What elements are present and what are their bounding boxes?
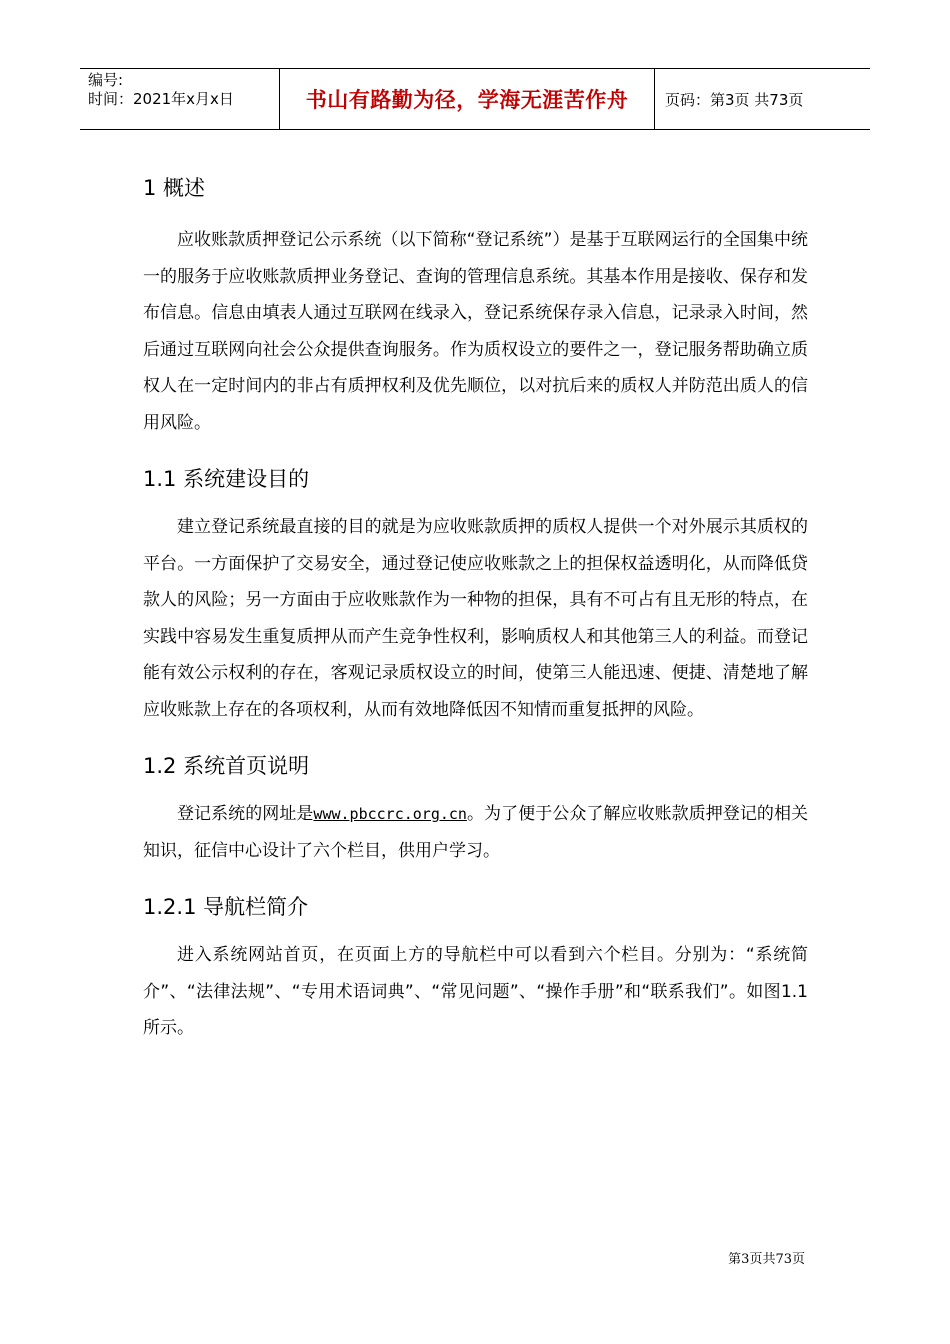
document-body — [143, 168, 808, 1047]
section-1-1-paragraph: 建立登记系统最直接的目的就是为应收账款质押的质权人提供一个对外展示其质权的平台。一方面保护了交易安全，通过登记使应收账款之上的担保权益透明化，从而降低贷款人的风险；另一方面由于应收账款作为一种物的担保，具有不可占有且无形的特点，在实践中容易发生重复质押从而产生竞争性权利，影响质权人和其他第三人的利益。而登记能有效公示权利的存在，客观记录质权设立的时间，使第三人能迅速、便捷、清楚地了解应收账款上存在的各项权利，从而有效地降低因不知情而重复抵押的风险。 — [143, 517, 808, 720]
number-label: 编号: — [88, 71, 124, 89]
section-1-2-1-paragraph: 进入系统网站首页，在页面上方的导航栏中可以看到六个栏目。分别为：“系统简介”、“法律法规”、“专用术语词典”、“常见问题”、“操作手册”和“联系我们”。如图1.1所示。 — [143, 945, 808, 1038]
section-1-2-paragraph — [143, 796, 808, 869]
website-link[interactable]: www.pbccrc.org.cn — [313, 805, 467, 823]
section-1-title: 1 概述 — [143, 176, 206, 200]
url-suffix-text: 。为了便于公众了解应收账款质押登记的相关知识，征信中心设计了六个栏目，供用户学习。 — [143, 804, 809, 861]
url-prefix-text: 登记系统的网址是 — [177, 804, 314, 824]
section-1-1-title: 1.1 系统建设目的 — [143, 467, 310, 491]
header-meta — [80, 69, 280, 129]
section-1-2-title: 1.2 系统首页说明 — [143, 754, 310, 778]
time-label: 时间：2021年x月x日 — [88, 90, 234, 108]
header-motto: 书山有路勤为径，学海无涯苦作舟 — [280, 69, 655, 129]
header-page-info: 页码：第3页 共73页 — [665, 90, 804, 109]
section-1-2-1-title: 1.2.1 导航栏简介 — [143, 895, 309, 919]
page-footer: 第3页共73页 — [728, 1252, 805, 1267]
section-1-paragraph: 应收账款质押登记公示系统（以下简称“登记系统”）是基于互联网运行的全国集中统一的服务于应收账款质押业务登记、查询的管理信息系统。其基本作用是接收、保存和发布信息。信息由填表人通过互联网在线录入，登记系统保存录入信息，记录录入时间，然后通过互联网向社会公众提供查询服务。作为质权设立的要件之一，登记服务帮助确立质权人在一定时间内的非占有质押权利及优先顺位，以对抗后来的质权人并防范出质人的信用风险。 — [143, 230, 808, 433]
page-header — [80, 68, 870, 130]
